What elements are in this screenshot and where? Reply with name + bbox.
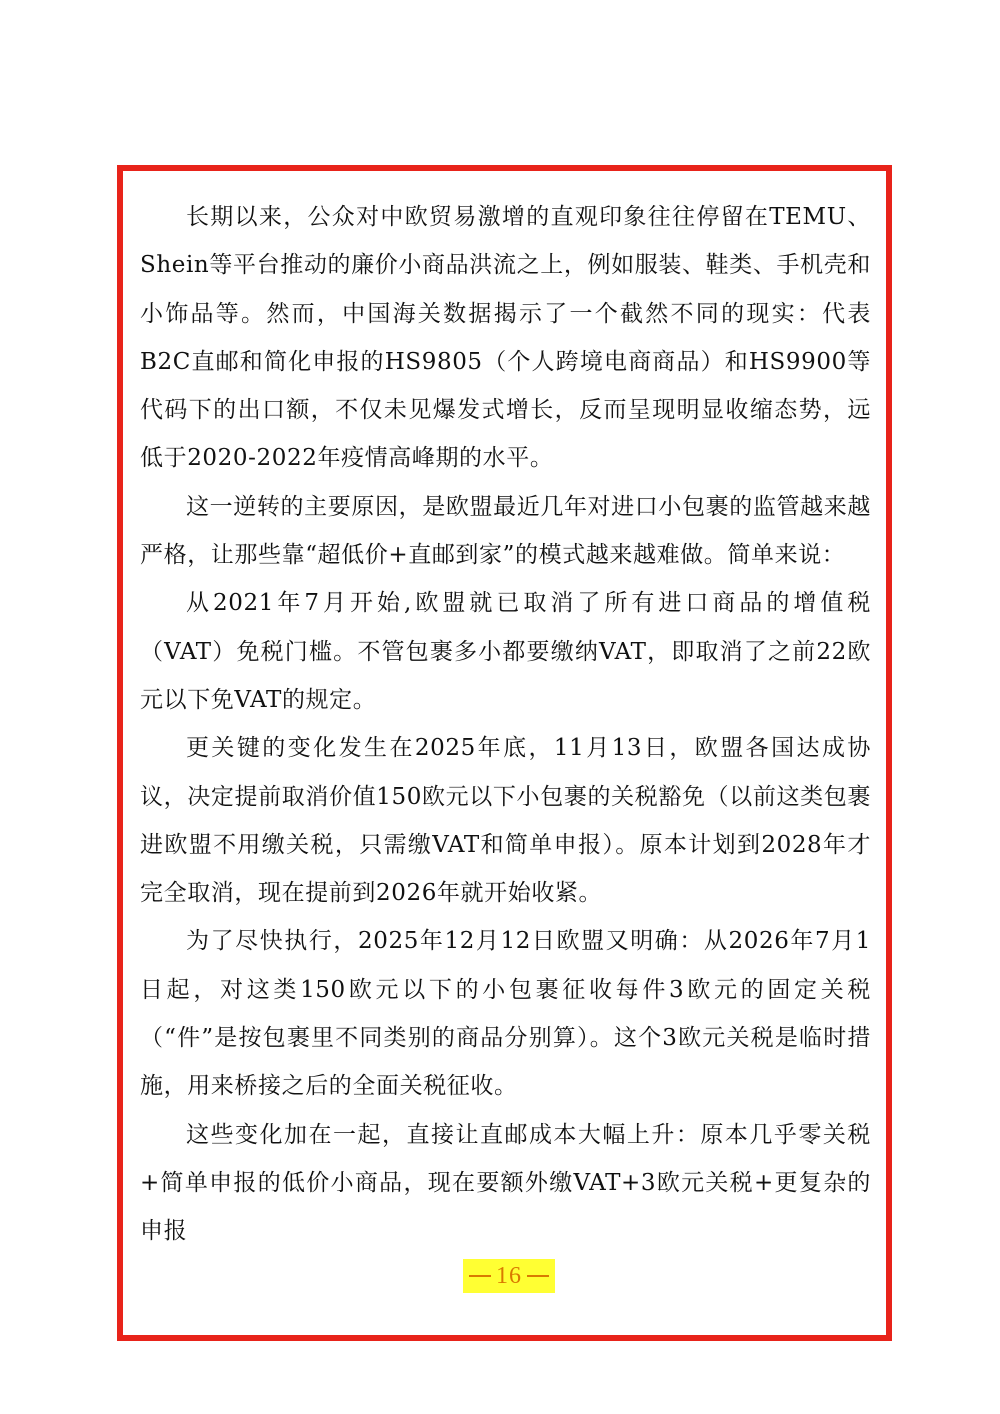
document-body [140, 193, 871, 1256]
dash-left-icon [469, 1275, 491, 1277]
page-number: 16 [496, 1262, 522, 1289]
paragraph-1: 长期以来，公众对中欧贸易激增的直观印象往往停留在TEMU、Shein等平台推动的廉价小商品洪流之上，例如服装、鞋类、手机壳和小饰品等。然而，中国海关数据揭示了一个截然不同的现实：代表B2C直邮和简化申报的HS9805（个人跨境电商商品）和HS9900等代码下的出口额，不仅未见爆发式增长，反而呈现明显收缩态势，远低于2020-2022年疫情高峰期的水平。 [140, 204, 871, 472]
paragraph-5: 为了尽快执行，2025年12月12日欧盟又明确：从2026年7月1日起，对这类150欧元以下的小包裹征收每件3欧元的固定关税（“件”是按包裹里不同类别的商品分别算）。这个3欧元关税是临时措施，用来桥接之后的全面关税征收。 [140, 928, 871, 1100]
page-border-frame [117, 165, 892, 1341]
paragraph-6: 这些变化加在一起，直接让直邮成本大幅上升：原本几乎零关税+简单申报的低价小商品，现在要额外缴VAT+3欧元关税+更复杂的申报 [140, 1121, 871, 1245]
paragraph-2: 这一逆转的主要原因，是欧盟最近几年对进口小包裹的监管越来越严格，让那些靠“超低价+直邮到家”的模式越来越难做。简单来说： [140, 493, 871, 569]
paragraph-3: 从2021年7月开始,欧盟就已取消了所有进口商品的增值税（VAT）免税门槛。不管包裹多小都要缴纳VAT，即取消了之前22欧元以下免VAT的规定。 [140, 590, 871, 713]
page-number-badge [463, 1259, 555, 1293]
dash-right-icon [527, 1275, 549, 1277]
paragraph-4: 更关键的变化发生在2025年底，11月13日，欧盟各国达成协议，决定提前取消价值150欧元以下小包裹的关税豁免（以前这类包裹进欧盟不用缴关税，只需缴VAT和简单申报）。原本计划到2028年才完全取消，现在提前到2026年就开始收紧。 [140, 735, 871, 907]
